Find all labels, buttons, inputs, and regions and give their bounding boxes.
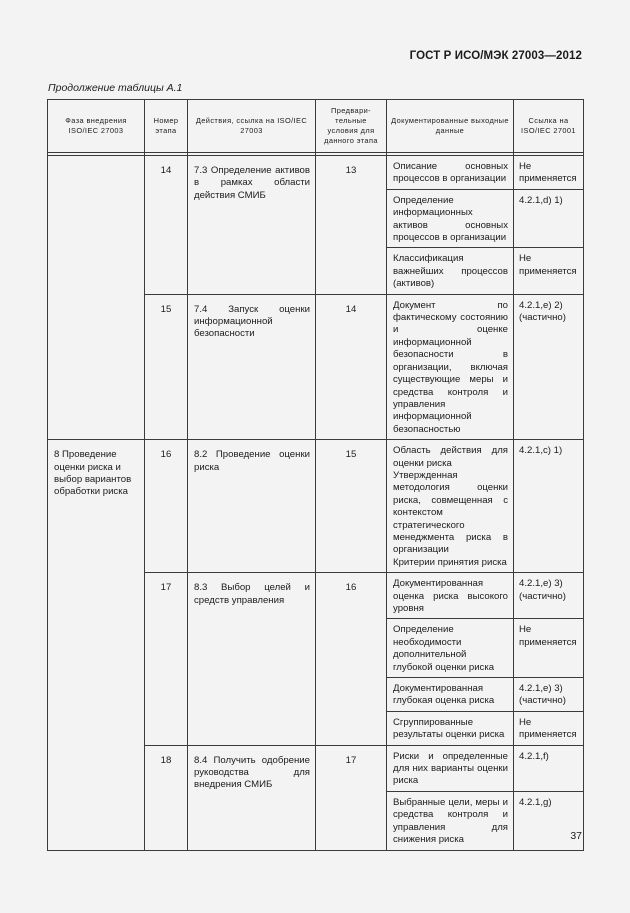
column-header-phase: Фаза внедрения ISO/IEC 27003 xyxy=(48,100,145,153)
phase-cell: 8 Проведение оценки риска и выбор вариантов обработки риска xyxy=(48,440,145,850)
output-document-cell: Выбранные цели, меры и средства контроля и управления для снижения риска xyxy=(387,791,514,850)
column-header-step-number: Номер этапа xyxy=(145,100,188,153)
standard-code: ГОСТ Р ИСО/МЭК 27003—2012 xyxy=(409,50,582,62)
step-number-cell: 16 xyxy=(145,440,188,573)
table-header-row xyxy=(48,100,584,153)
step-number-cell: 17 xyxy=(145,573,188,745)
step-number-cell: 18 xyxy=(145,745,188,850)
table-continuation-caption: Продолжение таблицы А.1 xyxy=(48,82,183,94)
prerequisite-cell: 16 xyxy=(316,573,387,745)
iso-reference-cell: 4.2.1,g) xyxy=(514,791,584,850)
column-header-actions: Действия, ссылка на ISO/IEC 27003 xyxy=(188,100,316,153)
iso-reference-cell: 4.2.1,d) 1) xyxy=(514,189,584,248)
step-number-cell: 15 xyxy=(145,294,188,439)
iso-reference-cell: Не применяется xyxy=(514,156,584,190)
iso-reference-cell: Не применяется xyxy=(514,248,584,294)
action-cell: 7.3 Определение активов в рамках области действия СМИБ xyxy=(188,156,316,295)
output-document-cell: Документированная глубокая оценка риска xyxy=(387,678,514,712)
output-document-cell: Риски и определенные для них варианты оценки риска xyxy=(387,745,514,791)
output-document-cell: Область действия для оценки риска Утвержденная методология оценки риска, совмещенная с контекстом стратегического менеджмента риска в организации Критерии принятия риска xyxy=(387,440,514,573)
output-document-cell: Определение необходимости дополнительной глубокой оценки риска xyxy=(387,619,514,678)
output-document-cell: Сгруппированные результаты оценки риска xyxy=(387,711,514,745)
action-cell: 7.4 Запуск оценки информационной безопасности xyxy=(188,294,316,439)
prerequisite-cell: 17 xyxy=(316,745,387,850)
iso-reference-cell: 4.2.1,f) xyxy=(514,745,584,791)
action-cell: 8.4 Получить одобрение руководства для внедрения СМИБ xyxy=(188,745,316,850)
iso-reference-cell: 4.2.1,e) 2) (частично) xyxy=(514,294,584,439)
table-row xyxy=(48,440,584,573)
iso-reference-cell: Не применяется xyxy=(514,711,584,745)
output-document-cell: Классификация важнейших процессов (активов) xyxy=(387,248,514,294)
output-document-cell: Документ по фактическому состоянию и оценке информационной безопасности в организации, включая существующие меры и средства контроля и управления информационной безопасностью xyxy=(387,294,514,439)
prerequisite-cell: 15 xyxy=(316,440,387,573)
prerequisite-cell: 13 xyxy=(316,156,387,295)
prerequisite-cell: 14 xyxy=(316,294,387,439)
output-document-cell: Описание основных процессов в организации xyxy=(387,156,514,190)
step-number-cell: 14 xyxy=(145,156,188,295)
phase-cell xyxy=(48,156,145,440)
page-number: 37 xyxy=(570,830,582,842)
iso-reference-cell: 4.2.1,c) 1) xyxy=(514,440,584,573)
output-document-cell: Определение информационных активов основных процессов в организации xyxy=(387,189,514,248)
column-header-prerequisites: Предвари-тельные условия для данного этапа xyxy=(316,100,387,153)
output-document-cell: Документированная оценка риска высокого уровня xyxy=(387,573,514,619)
iso-reference-cell: Не применяется xyxy=(514,619,584,678)
column-header-outputs: Документированные выходные данные xyxy=(387,100,514,153)
implementation-table xyxy=(47,99,584,851)
action-cell: 8.3 Выбор целей и средств управления xyxy=(188,573,316,745)
action-cell: 8.2 Проведение оценки риска xyxy=(188,440,316,573)
table-row xyxy=(48,156,584,190)
column-header-iso27001-ref: Ссылка на ISO/IEC 27001 xyxy=(514,100,584,153)
iso-reference-cell: 4.2.1,e) 3) (частично) xyxy=(514,573,584,619)
iso-reference-cell: 4.2.1,e) 3) (частично) xyxy=(514,678,584,712)
